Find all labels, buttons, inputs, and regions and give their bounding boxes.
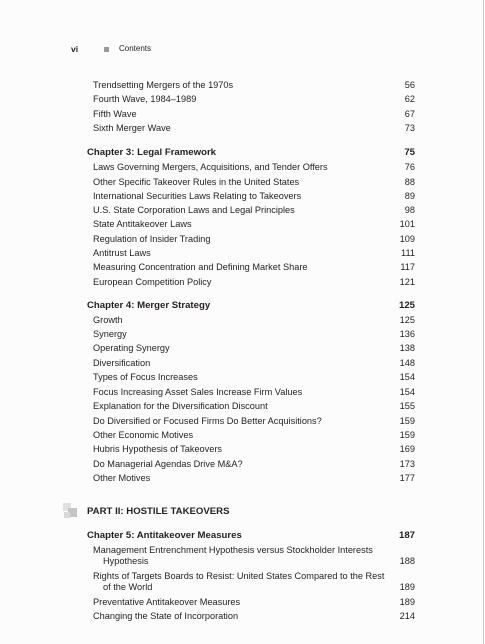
header-page-number: vi <box>71 44 79 54</box>
part-title: PART II: HOSTILE TAKEOVERS <box>87 506 230 517</box>
header-section-label: Contents <box>119 44 152 53</box>
toc-part-heading[interactable] <box>71 505 471 519</box>
toc-page: vi Contents Trendsetting Mergers of the 1970s 56 Fourth Wave, 1984–1989 62 Fifth Wave 67 Sixth Merger Wave 73 Chapter 3: Legal Framework 75 Laws Governing Mergers, Acquisitions, and Tender Offers 76 Other Specific Takeover Rules in the United States 88 International Securities Laws Relating to Takeovers 89 U.S. State Corporation Laws and Legal Principles 98 State Antitakeover Laws 101 Regulation of Insider Trading 109 Antitrust Laws 111 Measuring Concentration and Defining Market Share 117 European Competition Policy 121 Chapter 4: Merger Strategy 125 Growth 125 Synergy 136 Operating Synergy 138 Diversification 148 Types of Focus Increases 154 Focus Increasing Asset Sales Increase Firm Values 154 Explanation for the Diversification Discount 155 Do Diversified or Focused Firms Do Better Acquisitions? 159 Other Economic Motives 159 Hubris Hypothesis of Takeovers 169 Do Managerial Agendas Drive M&A? 173 Other Motives 177 PART II: HOSTILE TAKEOVERS Chapter 5: Antitakeover Measures 187 Management Entrenchment Hypothesis versus Stockholder Interests Hypothesis 188 Rights of Targets Boards to Resist: United States Compared to the Rest of the World 189 Preventative Antitakeover Measures 189 Changing the State of Incorporation 214 <box>0 0 485 644</box>
header-square-icon <box>104 47 109 52</box>
part-marker-icon <box>63 503 79 519</box>
page-edge-line <box>483 0 484 644</box>
